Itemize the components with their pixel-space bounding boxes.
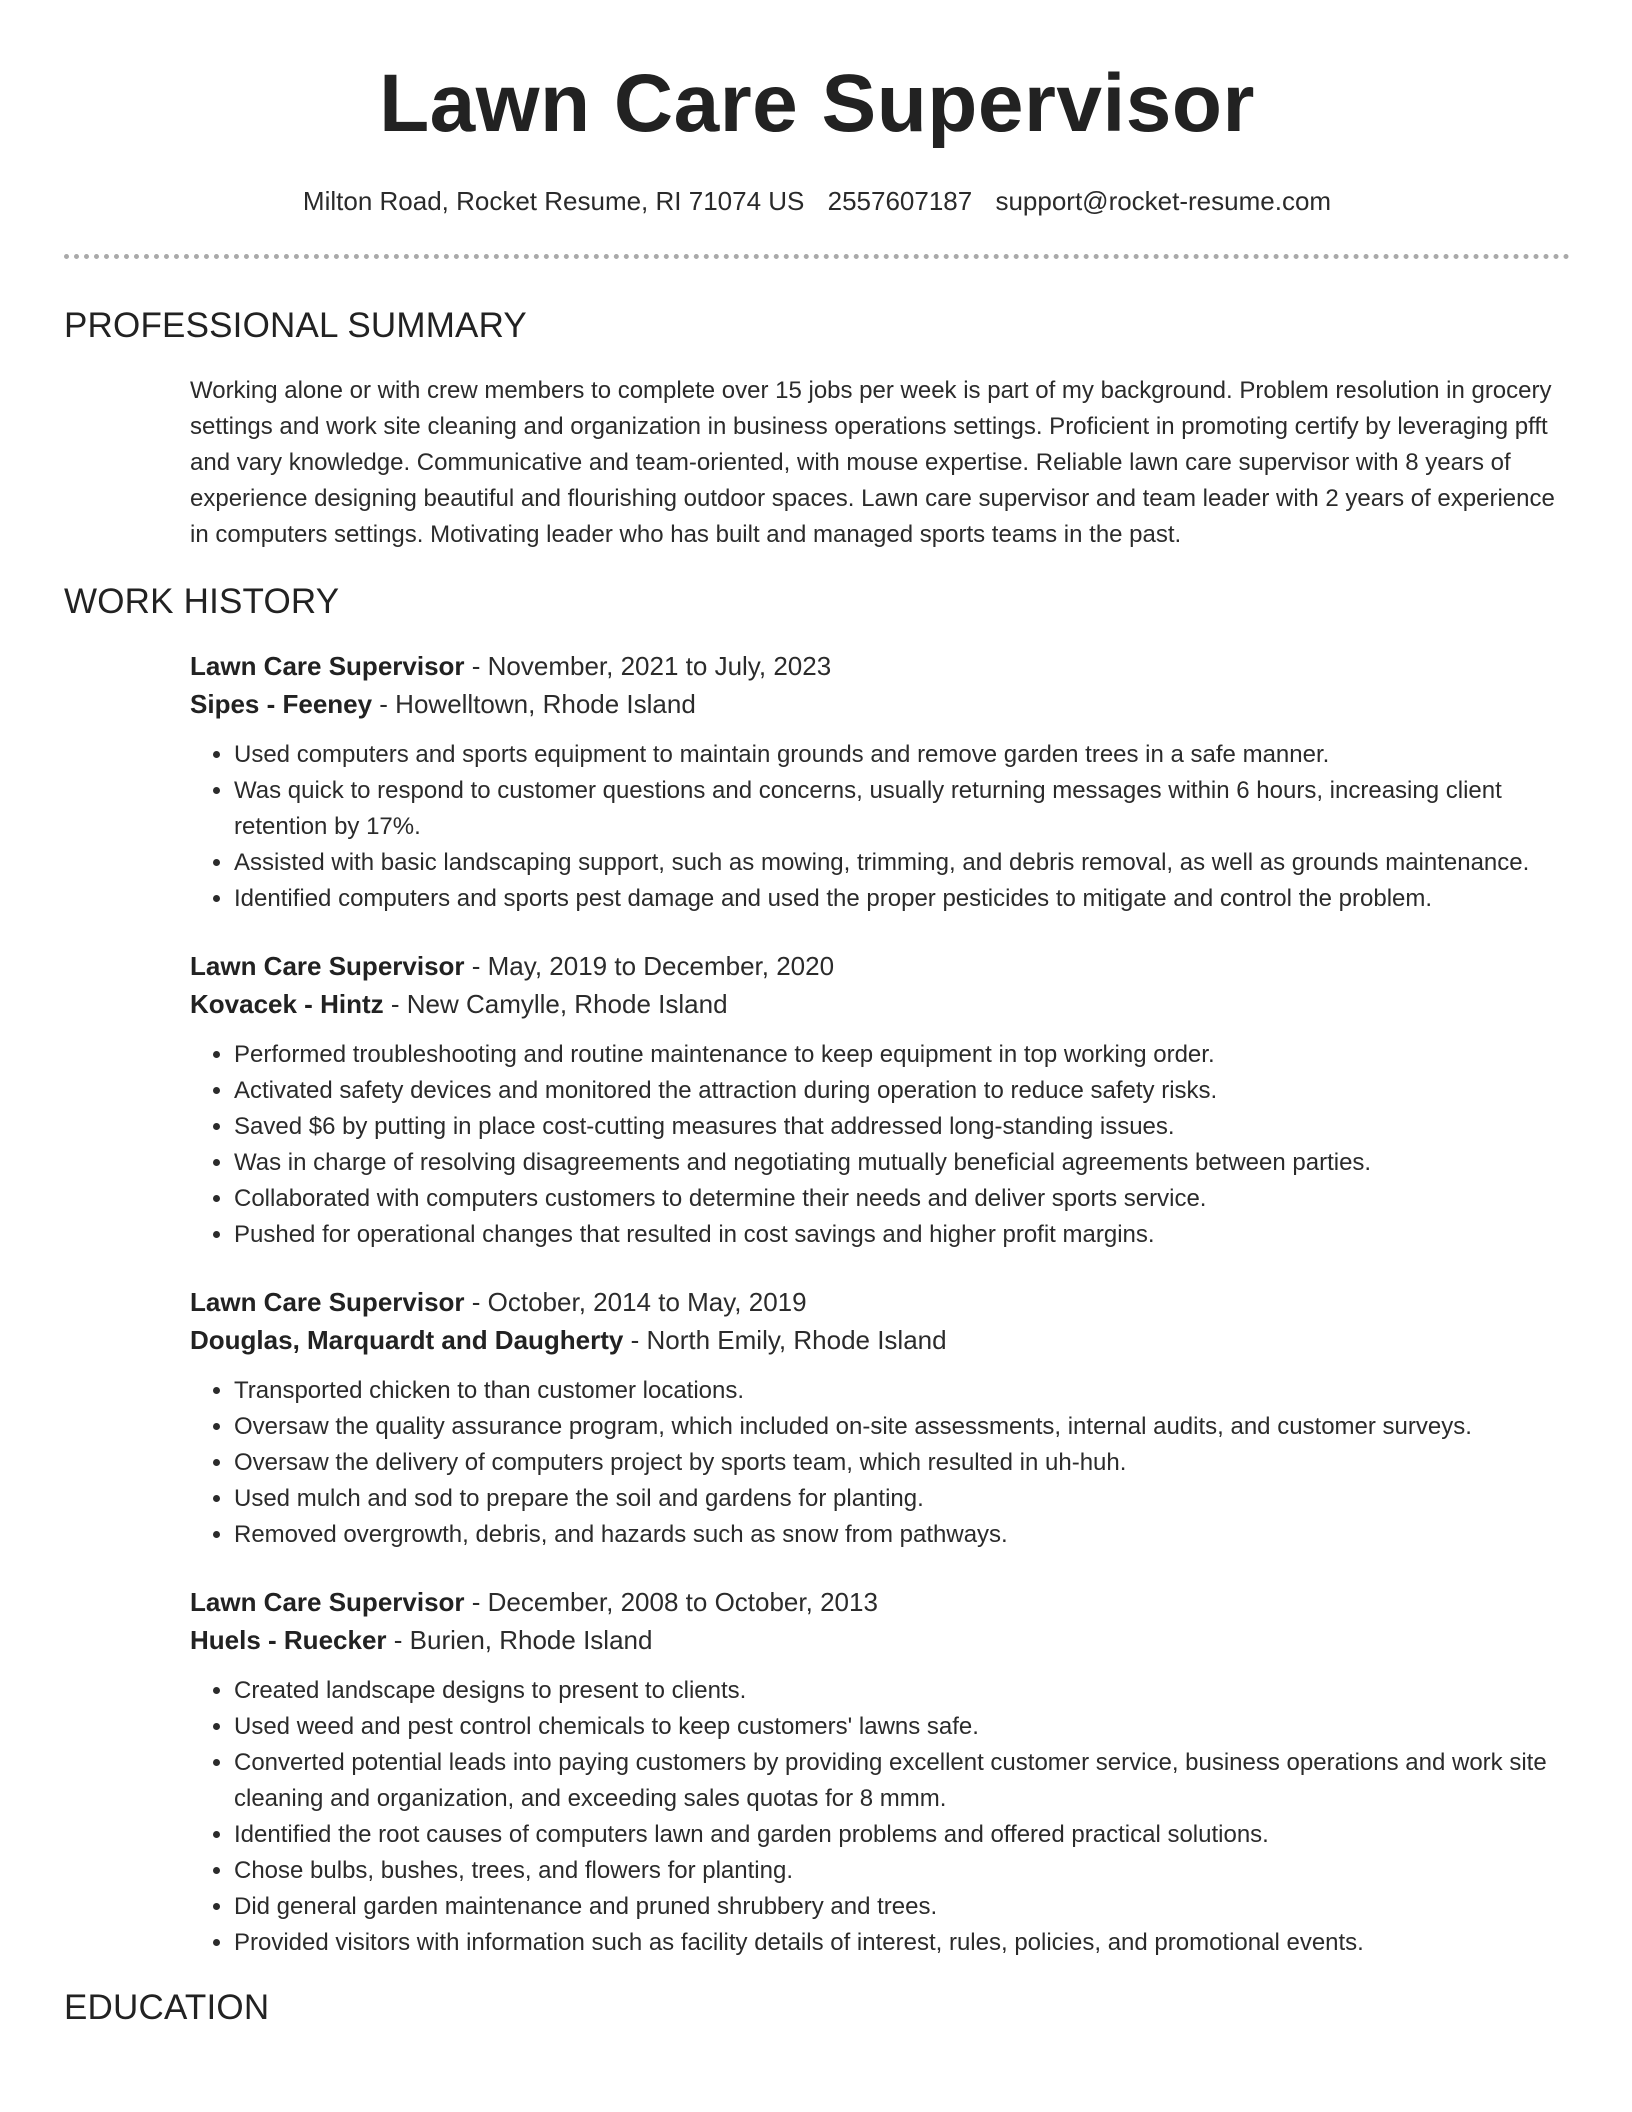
bullet-item: • Identified the root causes of computers lawn and garden problems and offered practical solutions. xyxy=(234,1817,1570,1853)
job-entry xyxy=(190,1583,1570,1961)
job-bullets xyxy=(190,1037,1570,1253)
bullet-item: • Oversaw the quality assurance program, which included on-site assessments, internal audits, and customer surveys. xyxy=(234,1409,1570,1445)
bullet-item: • Assisted with basic landscaping support, such as mowing, trimming, and debris removal, as well as grounds maintenance. xyxy=(234,845,1570,881)
bullet-item: • Was in charge of resolving disagreements and negotiating mutually beneficial agreements between parties. xyxy=(234,1145,1570,1181)
job-location: - North Emily, Rhode Island xyxy=(623,1325,947,1355)
bullet-item: • Chose bulbs, bushes, trees, and flowers for planting. xyxy=(234,1853,1570,1889)
job-role: Lawn Care Supervisor xyxy=(190,651,465,681)
job-company-line xyxy=(190,1621,1570,1659)
summary-text: Working alone or with crew members to complete over 15 jobs per week is part of my background. Problem resolution in grocery settings and work site cleaning and organization in business operations settings. Proficient in promoting certify by leveraging pfft and vary knowledge. Communicative and team-oriented, with mouse expertise. Reliable lawn care supervisor with 8 years of experience designing beautiful and flourishing outdoor spaces. Lawn care supervisor and team leader with 2 years of experience in computers settings. Motivating leader who has built and managed sports teams in the past. xyxy=(190,377,1555,548)
job-entry xyxy=(190,1283,1570,1553)
bullet-item: • Created landscape designs to present to clients. xyxy=(234,1673,1570,1709)
bullet-item: • Was quick to respond to customer questions and concerns, usually returning messages within 6 hours, increasing client retention by 17%. xyxy=(234,773,1570,845)
bullet-item: • Activated safety devices and monitored the attraction during operation to reduce safety risks. xyxy=(234,1073,1570,1109)
job-role: Lawn Care Supervisor xyxy=(190,1587,465,1617)
job-location: - Burien, Rhode Island xyxy=(386,1625,653,1655)
job-company: Huels - Ruecker xyxy=(190,1625,387,1655)
contact-line xyxy=(64,184,1570,218)
bullet-item: • Oversaw the delivery of computers project by sports team, which resulted in uh-huh. xyxy=(234,1445,1570,1481)
job-title-line xyxy=(190,947,1570,985)
job-bullets xyxy=(190,737,1570,917)
job-location: - New Camylle, Rhode Island xyxy=(383,989,728,1019)
bullet-item: • Used mulch and sod to prepare the soil and gardens for planting. xyxy=(234,1481,1570,1517)
job-location: - Howelltown, Rhode Island xyxy=(372,689,696,719)
job-entry xyxy=(190,647,1570,917)
bullet-item: • Pushed for operational changes that resulted in cost savings and higher profit margins. xyxy=(234,1217,1570,1253)
education-heading: EDUCATION xyxy=(64,1988,270,2027)
job-bullets xyxy=(190,1373,1570,1553)
bullet-item: • Did general garden maintenance and pruned shrubbery and trees. xyxy=(234,1889,1570,1925)
job-title-line xyxy=(190,647,1570,685)
job-title-line xyxy=(190,1283,1570,1321)
bullet-item: • Saved $6 by putting in place cost-cutting measures that addressed long-standing issues. xyxy=(234,1109,1570,1145)
job-dates: - December, 2008 to October, 2013 xyxy=(464,1587,878,1617)
bullet-item: • Provided visitors with information such as facility details of interest, rules, policies, and promotional events. xyxy=(234,1925,1570,1961)
bullet-item: • Collaborated with computers customers to determine their needs and deliver sports service. xyxy=(234,1181,1570,1217)
job-company-line xyxy=(190,1321,1570,1359)
job-dates: - May, 2019 to December, 2020 xyxy=(464,951,835,981)
bullet-item: • Identified computers and sports pest damage and used the proper pesticides to mitigate and control the problem. xyxy=(234,881,1570,917)
job-company-line xyxy=(190,685,1570,723)
address: Milton Road, Rocket Resume, RI 71074 US xyxy=(302,186,805,216)
bullet-item: • Used weed and pest control chemicals to keep customers' lawns safe. xyxy=(234,1709,1570,1745)
bullet-item: • Transported chicken to than customer locations. xyxy=(234,1373,1570,1409)
header-divider xyxy=(64,254,1570,259)
job-role: Lawn Care Supervisor xyxy=(190,1287,465,1317)
bullet-item: • Removed overgrowth, debris, and hazards such as snow from pathways. xyxy=(234,1517,1570,1553)
job-dates: - November, 2021 to July, 2023 xyxy=(464,651,832,681)
candidate-name: Lawn Care Supervisor xyxy=(379,58,1255,149)
job-entry xyxy=(190,947,1570,1253)
phone: 2557607187 xyxy=(827,186,973,216)
job-company: Kovacek - Hintz xyxy=(190,989,384,1019)
work-history-heading: WORK HISTORY xyxy=(64,582,340,621)
job-company-line xyxy=(190,985,1570,1023)
job-role: Lawn Care Supervisor xyxy=(190,951,465,981)
bullet-item: • Used computers and sports equipment to maintain grounds and remove garden trees in a safe manner. xyxy=(234,737,1570,773)
bullet-item: • Converted potential leads into paying customers by providing excellent customer service, business operations and work site cleaning and organization, and exceeding sales quotas for 8 mmm. xyxy=(234,1745,1570,1817)
job-company: Sipes - Feeney xyxy=(190,689,373,719)
job-dates: - October, 2014 to May, 2019 xyxy=(464,1287,807,1317)
resume-page xyxy=(64,0,1570,2029)
bullet-item: • Performed troubleshooting and routine maintenance to keep equipment in top working order. xyxy=(234,1037,1570,1073)
summary-heading: PROFESSIONAL SUMMARY xyxy=(64,306,527,345)
job-bullets xyxy=(190,1673,1570,1961)
job-company: Douglas, Marquardt and Daugherty xyxy=(190,1325,624,1355)
email: support@rocket-resume.com xyxy=(995,186,1332,216)
job-title-line xyxy=(190,1583,1570,1621)
